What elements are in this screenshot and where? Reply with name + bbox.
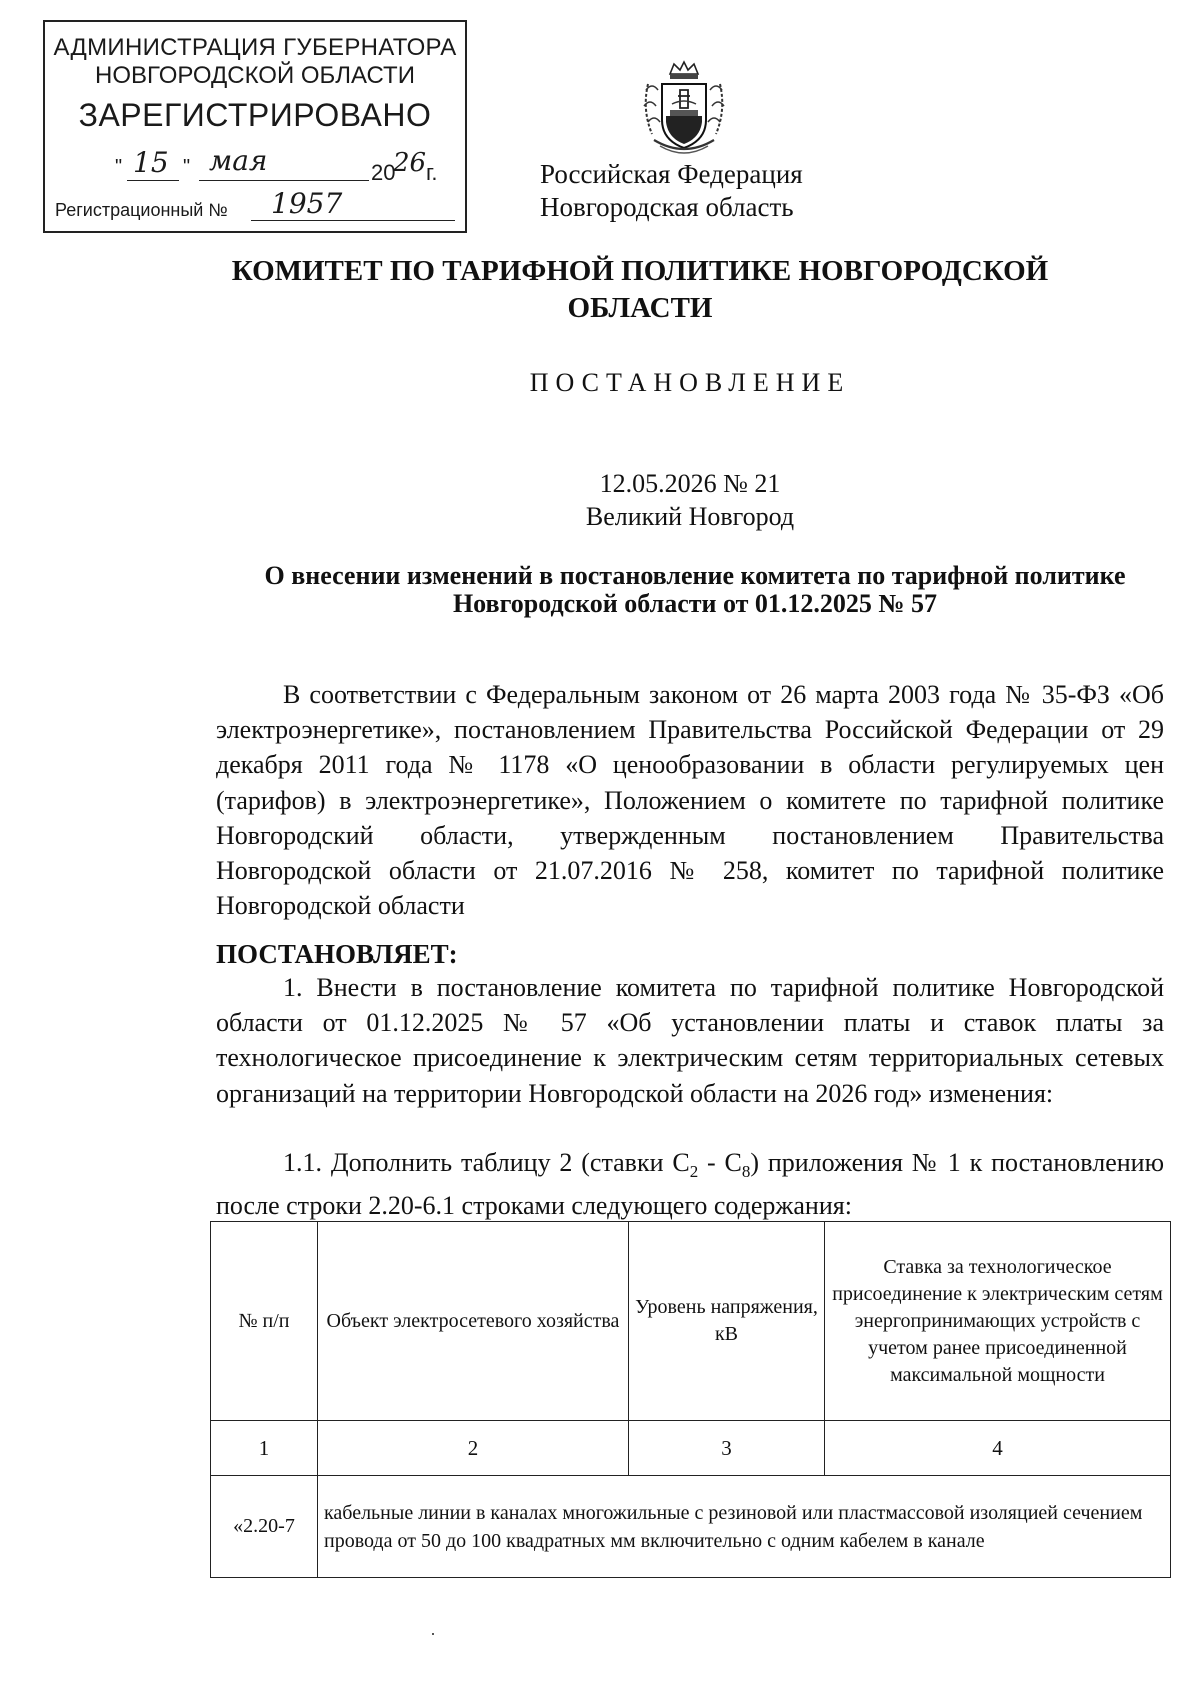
table-header-row [211, 1222, 1171, 1421]
registration-stamp [43, 20, 467, 233]
stamp-date [81, 144, 471, 190]
column-number-cell: 4 [825, 1421, 1171, 1476]
row-object-cell: кабельные линии в каналах многожильные с резиновой или пластмассовой изоляцией сечением провода от 50 до 100 квадратных мм включительно с одним кабелем в канале [318, 1476, 1171, 1578]
stamp-month: мая [209, 144, 268, 177]
committee-title: КОМИТЕТ ПО ТАРИФНОЙ ПОЛИТИКЕ НОВГОРОДСКОЙ ОБЛАСТИ [231, 255, 1049, 324]
stamp-reg-number: 1957 [271, 187, 343, 220]
stamp-year-g: г. [426, 160, 438, 185]
country-name: Российская Федерация [540, 159, 803, 189]
item-1-1-text-b: - С [698, 1148, 742, 1177]
item-1-1-paragraph [216, 1146, 1164, 1223]
item-1-1-sub-2: 2 [689, 1162, 699, 1182]
scan-speck [432, 1633, 434, 1635]
stamp-line-administration: АДМИНИСТРАЦИЯ ГУБЕРНАТОРА [53, 34, 457, 61]
region-name: Новгородская область [540, 192, 794, 222]
date-number-block [540, 467, 840, 533]
resolves-heading: ПОСТАНОВЛЯЕТ: [216, 939, 458, 969]
coat-of-arms-icon [640, 60, 728, 160]
item-1-1-sub-8: 8 [741, 1162, 751, 1182]
document-city: Великий Новгород [585, 502, 795, 531]
item-1-1-text-a: 1.1. Дополнить таблицу 2 (ставки С [283, 1148, 690, 1177]
item-1-1-text-c: ) приложения № 1 к постановлению после строки 2.20-6.1 строками следующего содержания: [216, 1148, 1164, 1221]
stamp-line-region: НОВГОРОДСКОЙ ОБЛАСТИ [95, 62, 415, 89]
table-number-row [211, 1421, 1171, 1476]
stamp-day: 15 [133, 146, 169, 179]
stamp-quote-open: " [115, 156, 123, 178]
stamp-quote-close: " [183, 156, 191, 178]
country-region-block [540, 158, 803, 224]
stamp-year-prefix: 20 [371, 160, 396, 185]
table-header-cell: № п/п [211, 1222, 318, 1421]
column-number-cell: 3 [629, 1421, 825, 1476]
table-header-cell: Объект электросетевого хозяйства [318, 1222, 629, 1421]
table-header-cell: Уровень напряжения, кВ [629, 1222, 825, 1421]
preamble-paragraph: В соответствии с Федеральным законом от 26 марта 2003 года № 35-ФЗ «Об электроэнергетике», постановлением Правительства Российской Федерации от 29 декабря 2011 года № 1178 «О ценообразовании в области регулируемых цен (тарифов) в электроэнергетике», Положением о комитете по тарифной политике Новгородский области, утвержденным постановлением Правительства Новгородской области от 21.07.2016 № 258, комитет по тарифной политике Новгородской области [216, 680, 1164, 921]
document-type: ПОСТАНОВЛЕНИЕ [529, 368, 851, 397]
rates-table [210, 1221, 1171, 1578]
table-header-cell: Ставка за технологическое присоединение к электрическим сетям энергопринимающих устройств с учетом ранее присоединенной максимальной мощности [825, 1222, 1171, 1421]
document-subject: О внесении изменений в постановление комитета по тарифной политике Новгородской области от 01.12.2025 № 57 [264, 561, 1126, 618]
column-number-cell: 2 [318, 1421, 629, 1476]
table-row [211, 1476, 1171, 1578]
column-number-cell: 1 [211, 1421, 318, 1476]
item-1-paragraph: 1. Внести в постановление комитета по тарифной политике Новгородской области от 01.12.2025 № 57 «Об установлении платы и ставок платы за технологическое присоединение к электрическим сетям территориальных сетевых организаций на территории Новгородской области на 2026 год» изменения: [216, 973, 1164, 1108]
stamp-registered: ЗАРЕГИСТРИРОВАНО [78, 97, 432, 133]
stamp-reg-label: Регистрационный № [55, 200, 228, 220]
row-number-cell: «2.20-7 [211, 1476, 318, 1578]
document-date-number: 12.05.2026 № 21 [599, 469, 781, 498]
stamp-year-suffix: 26 [393, 148, 427, 178]
